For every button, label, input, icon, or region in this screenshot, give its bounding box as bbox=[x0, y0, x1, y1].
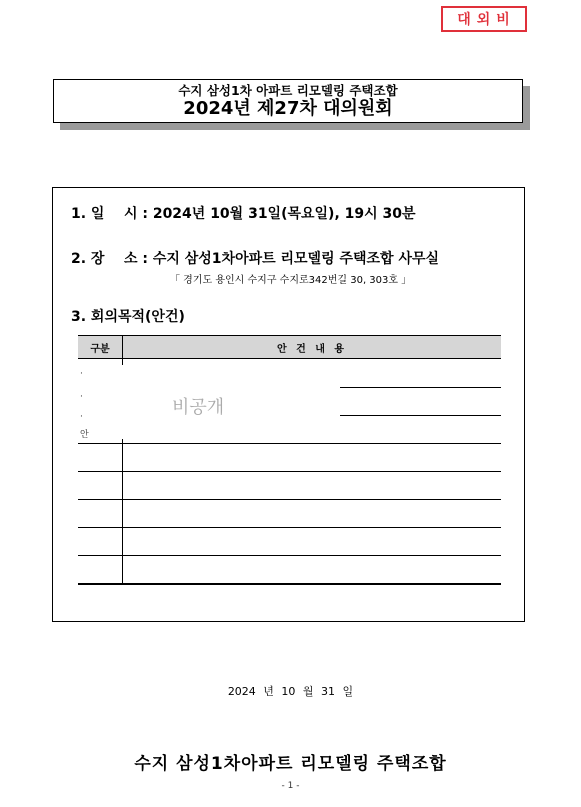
agenda-table bbox=[78, 335, 501, 585]
page-number: - 1 - bbox=[281, 781, 300, 791]
meeting-date-label: 1. 일 시 : bbox=[71, 206, 148, 222]
meeting-address: 「 경기도 용인시 수지구 수지로342번길 30, 303호 」 bbox=[170, 275, 412, 286]
row-divider bbox=[340, 415, 501, 416]
organization-name: 수지 삼성1차아파트 리모델링 주택조합 bbox=[134, 754, 447, 774]
title-box bbox=[53, 79, 523, 123]
meeting-date-row bbox=[71, 203, 416, 223]
document-title: 2024년 제27차 대의원회 bbox=[183, 98, 393, 119]
meeting-place-label: 2. 장 소 : bbox=[71, 251, 148, 267]
meeting-place-value: 수지 삼성1차아파트 리모델링 주택조합 사무실 bbox=[152, 251, 440, 267]
meeting-place-row bbox=[71, 248, 439, 268]
table-bottom-border bbox=[78, 583, 501, 585]
row-divider bbox=[340, 387, 501, 388]
row-divider bbox=[78, 499, 501, 500]
row-divider bbox=[78, 555, 501, 556]
row-divider bbox=[78, 527, 501, 528]
row-fragment: · bbox=[80, 392, 83, 402]
row-divider bbox=[78, 471, 501, 472]
header-content: 안 건 내 용 bbox=[122, 336, 501, 358]
document-subtitle: 수지 삼성1차 아파트 리모델링 주택조합 bbox=[178, 83, 398, 98]
row-divider bbox=[78, 443, 501, 444]
meeting-date-value: 2024년 10월 31일(목요일), 19시 30분 bbox=[152, 206, 416, 222]
confidential-stamp: 대외비 bbox=[441, 6, 527, 32]
agenda-table-header bbox=[78, 335, 501, 359]
row-fragment: · bbox=[80, 412, 83, 422]
row-fragment: · bbox=[80, 369, 83, 379]
meeting-purpose-heading: 3. 회의목적(안건) bbox=[71, 309, 185, 325]
document-date: 2024 년 10 월 31 일 bbox=[227, 685, 354, 698]
row-fragment: 안 bbox=[80, 430, 89, 440]
header-category: 구분 bbox=[90, 343, 110, 355]
meeting-info-box bbox=[52, 187, 525, 622]
redacted-label: 비공개 bbox=[172, 397, 225, 418]
